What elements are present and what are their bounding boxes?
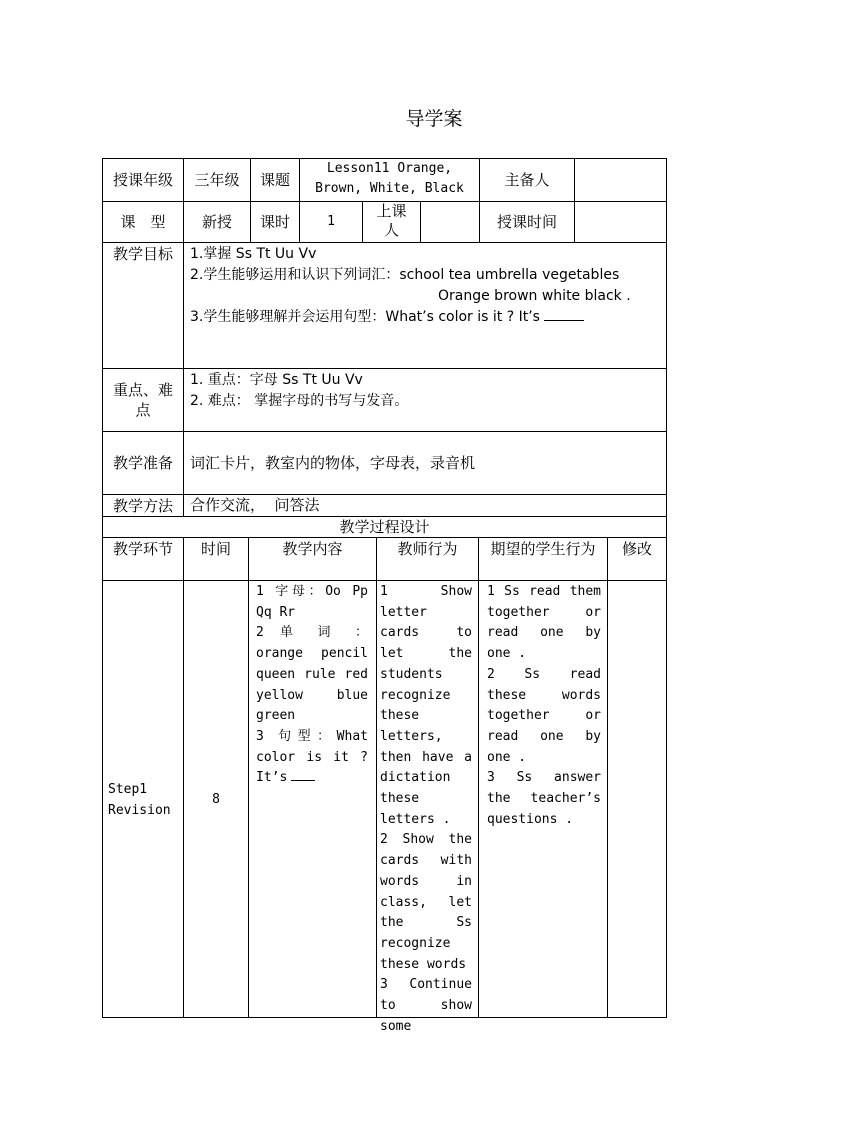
key-points-content — [190, 370, 666, 430]
objective-3: 3.学生能够理解并会运用句型：What’s color is it ? It’s — [190, 307, 666, 328]
step1-content-words: 2 单 词 ：orange pencil queen rule red yellow blue green — [256, 625, 368, 724]
teacher-label: 上课 人 — [376, 202, 407, 239]
step1-content — [256, 582, 368, 1016]
method-value: 合作交流， 问答法 — [190, 496, 320, 514]
key-points-label: 重点、难 点 — [112, 381, 173, 419]
preparer-label: 主备人 — [504, 171, 550, 189]
col-teacher: 教师行为 — [397, 540, 458, 558]
key-point-2: 2. 难点： 掌握字母的书写与发音。 — [190, 393, 409, 409]
topic-value — [300, 159, 479, 201]
step1-content-letters: 1 字母：Oo Pp Qq Rr — [256, 584, 368, 620]
objective-2: 2.学生能够运用和认识下列词汇：school tea umbrella vegetables — [190, 267, 620, 283]
col-content: 教学内容 — [282, 540, 343, 558]
preparation-label: 教学准备 — [112, 454, 173, 472]
teacher-value — [421, 202, 479, 242]
objectives-label: 教学目标 — [112, 245, 173, 263]
objectives-content — [190, 244, 666, 368]
preparation-value: 词汇卡片，教室内的物体，字母表，录音机 — [190, 454, 476, 472]
step1-teacher — [380, 582, 472, 1034]
step1-stage: Step1 Revision — [108, 782, 171, 818]
step1-time: 8 — [212, 791, 220, 807]
key-point-1: 1. 重点：字母 Ss Tt Uu Vv — [190, 372, 363, 388]
objective-2-words: Orange brown white black . — [438, 288, 631, 304]
step1-revision — [608, 582, 666, 1016]
step1-content-sentence: 3 句型：What color is it ? It’s — [256, 728, 368, 786]
step1-student-3: 3 Ss answer the teacher’s questions . — [487, 770, 601, 827]
time-label: 授课时间 — [496, 213, 557, 231]
type-value: 新授 — [201, 213, 232, 231]
time-value — [575, 202, 666, 242]
topic-line-2: Brown, White, Black — [315, 181, 464, 196]
topic-line-1: Lesson11 Orange, — [326, 161, 453, 176]
step1-teacher-2: 2 Show the cards with words in class, let the Ss recognize these words — [380, 832, 472, 972]
step1-teacher-1: 1 Show letter cards to let the students recognize these letters, then have a dictation these letters . — [380, 584, 472, 827]
col-revision: 修改 — [621, 540, 652, 558]
step1-student — [487, 582, 601, 1016]
topic-label: 课题 — [259, 171, 290, 189]
col-stage: 教学环节 — [112, 540, 173, 558]
hours-label: 课时 — [259, 213, 290, 231]
process-title: 教学过程设计 — [339, 518, 430, 536]
grade-value: 三年级 — [194, 171, 240, 189]
step1-teacher-3: 3 Continue to show some — [380, 977, 472, 1034]
hours-value: 1 — [327, 214, 335, 229]
step1-student-2: 2 Ss read these words together or read one by one . — [487, 666, 601, 765]
preparer-value — [575, 159, 666, 201]
col-time: 时间 — [200, 540, 231, 558]
grade-label: 授课年级 — [112, 171, 173, 189]
type-label: 课 型 — [120, 213, 166, 231]
page-title: 导学案 — [405, 108, 463, 130]
col-student: 期望的学生行为 — [490, 540, 596, 558]
objective-1: 1.掌握 Ss Tt Uu Vv — [190, 246, 317, 262]
method-label: 教学方法 — [112, 496, 173, 515]
step1-student-1: 1 Ss read them together or read one by one . — [487, 584, 601, 662]
